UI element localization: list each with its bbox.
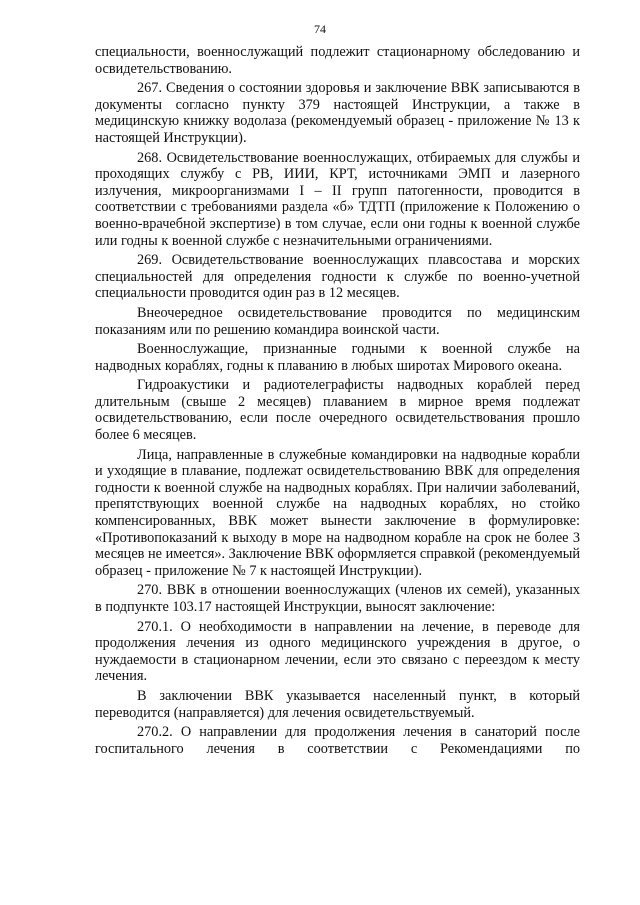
paragraph-fit-for-surface-ships: Военнослужащие, признанные годными к военной службе на надводных кораблях, годны к плаванию в любых широтах Мирового океана.	[95, 341, 580, 374]
page-number: 74	[314, 22, 326, 36]
paragraph-270: 270. ВВК в отношении военнослужащих (членов их семей), указанных в подпункте 103.17 настоящей Инструкции, выносят заключение:	[95, 582, 580, 615]
paragraph-business-trips: Лица, направленные в служебные командировки на надводные корабли и уходящие в плавание, подлежат освидетельствованию ВВК для определения годности к военной службе на надводных кораблях. При наличии заболеваний, препятствующих военной службе на надводных кораблях, но стойко компенсированных, ВВК может вынести заключение в формулировке: «Противопоказаний к выходу в море на надводном корабле на срок не более 3 месяцев не имеется». Заключение ВВК оформляется справкой (рекомендуемый образец - приложение № 7 к настоящей Инструкции).	[95, 446, 580, 579]
paragraph-268: 268. Освидетельствование военнослужащих, отбираемых для службы и проходящих службу с РВ, ИИИ, КРТ, источниками ЭМП и лазерного излучения, микроорганизмами I – II групп патогенности, проводится в соответствии с требованиями раздела «б» ТДТП (приложение к Положению о военно-врачебной экспертизе) в том случае, если они годны к военной службе или годны к военной службе с незначительными ограничениями.	[95, 149, 580, 249]
paragraph-unscheduled-exam: Внеочередное освидетельствование проводится по медицинским показаниям или по решению командира воинской части.	[95, 304, 580, 338]
paragraph-270-2: 270.2. О направлении для продолжения лечения в санаторий после госпитального лечения в соответствии с Рекомендациями по	[95, 724, 580, 757]
paragraph-sonar-radio-operators: Гидроакустики и радиотелеграфисты надводных кораблей перед длительным (свыше 2 месяцев) плаванием в мирное время подлежат освидетельствованию, если после очередного освидетельствования прошло более 6 месяцев.	[95, 377, 580, 444]
body-text	[95, 44, 580, 760]
paragraph-settlement: В заключении ВВК указывается населенный пункт, в который переводится (направляется) для лечения освидетельствуемый.	[95, 687, 580, 721]
paragraph-269: 269. Освидетельствование военнослужащих плавсостава и морских специальностей для определения годности к службе по военно-учетной специальности проводится один раз в 12 месяцев.	[95, 252, 580, 302]
paragraph-267: 267. Сведения о состоянии здоровья и заключение ВВК записываются в документы согласно пункту 379 настоящей Инструкции, а также в медицинскую книжку водолаза (рекомендуемый образец - приложение № 13 к настоящей Инструкции).	[95, 80, 580, 146]
paragraph-continuation: специальности, военнослужащий подлежит стационарному обследованию и освидетельствованию.	[95, 44, 580, 77]
paragraph-270-1: 270.1. О необходимости в направлении на лечение, в переводе для продолжения лечения из одного медицинского учреждения в другое, о нуждаемости в стационарном лечении, если это связано с переездом к месту лечения.	[95, 618, 580, 685]
